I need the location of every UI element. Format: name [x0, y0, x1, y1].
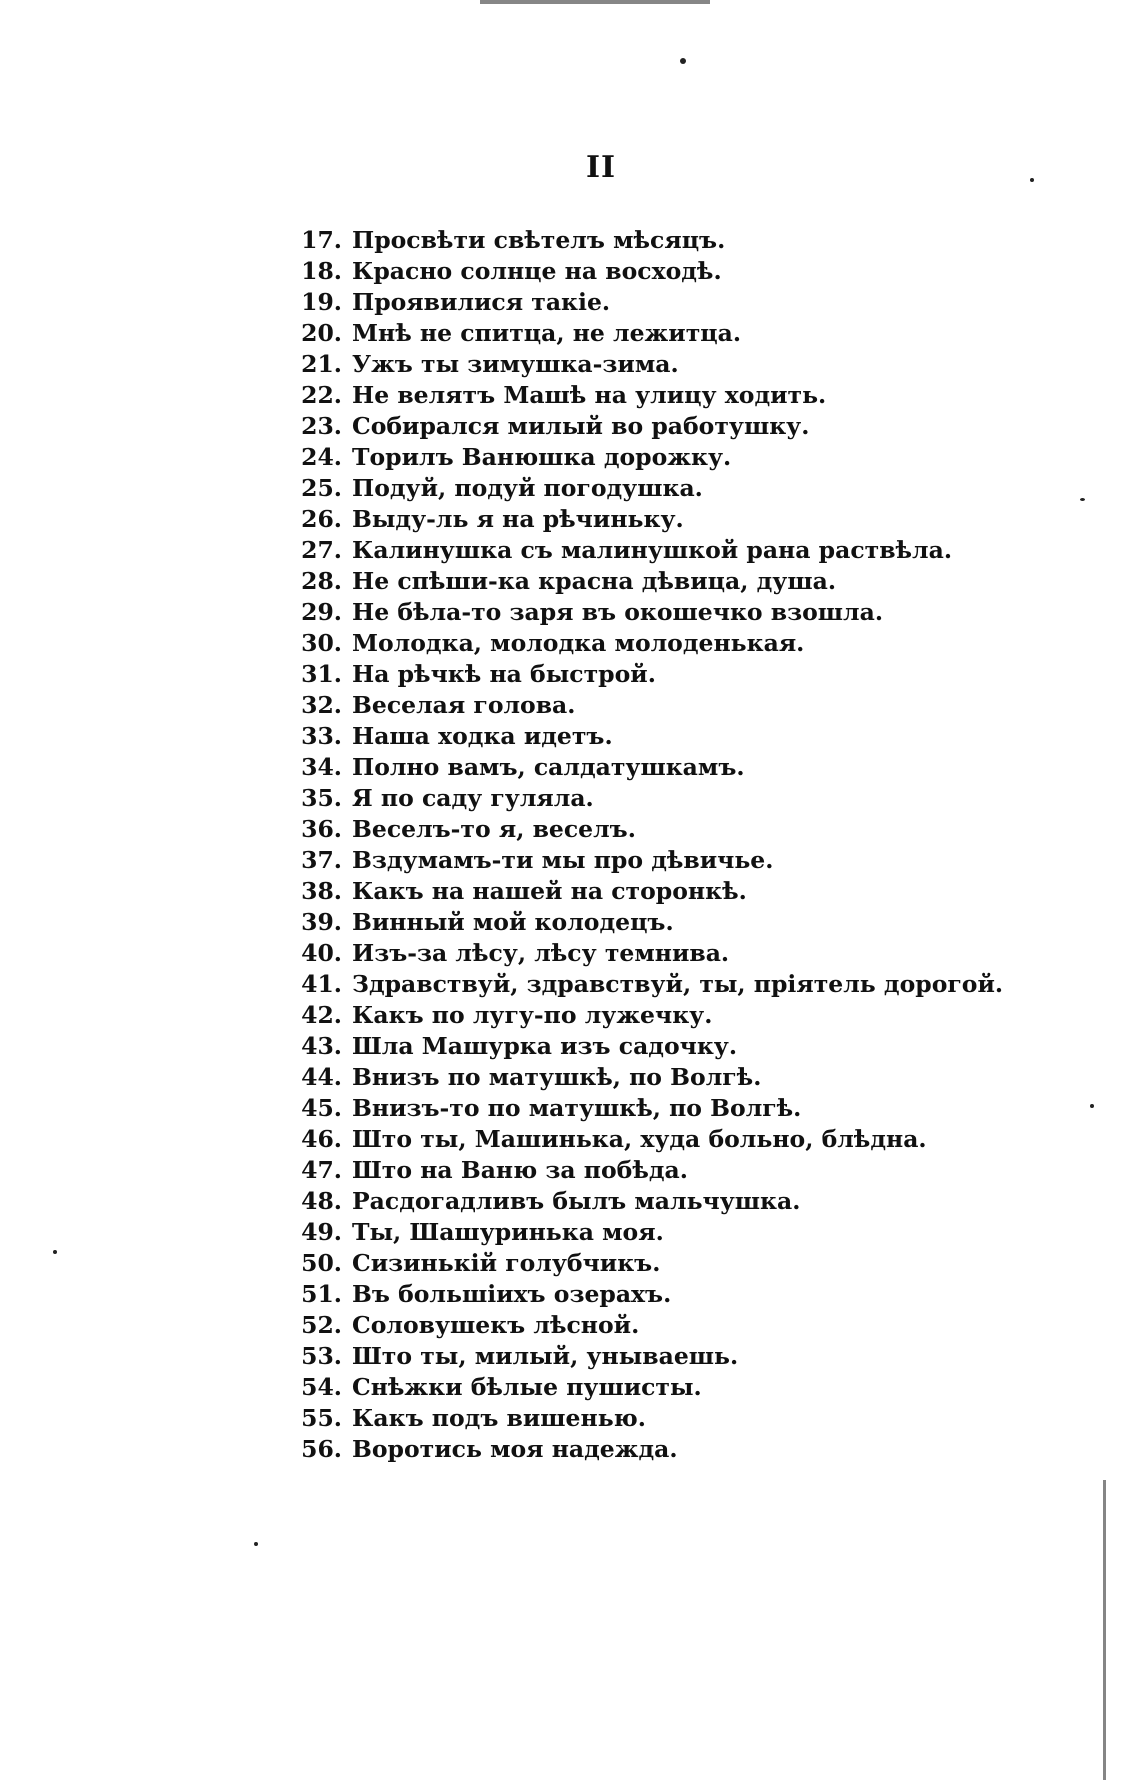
- entry-number: 43.: [301, 1032, 342, 1060]
- entry-title: Изъ-за лѣсу, лѣсу темнива.: [352, 939, 730, 967]
- entry-title: Я по саду гуляла.: [352, 784, 594, 812]
- entry-title: Внизъ по матушкѣ, по Волгѣ.: [352, 1063, 762, 1091]
- entry-number: 41.: [301, 970, 342, 998]
- entry-title: Не велятъ Машѣ на улицу ходить.: [352, 381, 827, 409]
- entry-title: Красно солнце на восходѣ.: [352, 257, 722, 285]
- entry-number: 32.: [301, 691, 342, 719]
- toc-entry: [280, 721, 1000, 752]
- toc-entry: [280, 535, 1000, 566]
- entry-title: Калинушка съ малинушкой рана раствѣла.: [352, 536, 953, 564]
- entry-title: Ты, Шашуринька моя.: [352, 1218, 664, 1246]
- entry-number: 54.: [301, 1373, 342, 1401]
- toc-entry: [280, 1372, 1000, 1403]
- toc-entry: [280, 845, 1000, 876]
- entry-number: 51.: [301, 1280, 342, 1308]
- toc-entry: [280, 1217, 1000, 1248]
- page-number: II: [586, 150, 617, 185]
- entry-number: 24.: [301, 443, 342, 471]
- entry-title: На рѣчкѣ на быстрой.: [352, 660, 656, 688]
- toc-entry: [280, 1248, 1000, 1279]
- toc-entry: [280, 1000, 1000, 1031]
- toc-entry: [280, 907, 1000, 938]
- entry-number: 35.: [301, 784, 342, 812]
- toc-entry: [280, 876, 1000, 907]
- toc-entry: [280, 628, 1000, 659]
- scan-speck: [680, 58, 686, 64]
- entry-number: 21.: [301, 350, 342, 378]
- scan-speck: [1030, 178, 1034, 182]
- entry-title: Снѣжки бѣлые пушисты.: [352, 1373, 702, 1401]
- toc-entry: [280, 318, 1000, 349]
- entry-number: 50.: [301, 1249, 342, 1277]
- entry-title: Што ты, Машинька, худа больно, блѣдна.: [352, 1125, 927, 1153]
- toc-entry: [280, 597, 1000, 628]
- entry-number: 17.: [301, 226, 342, 254]
- entry-title: Шла Машурка изъ садочку.: [352, 1032, 738, 1060]
- toc-entry: [280, 1403, 1000, 1434]
- entry-number: 25.: [301, 474, 342, 502]
- entry-title: Въ большіихъ озерахъ.: [352, 1280, 672, 1308]
- toc-entry: [280, 1186, 1000, 1217]
- toc-entry: [280, 1062, 1000, 1093]
- entry-number: 37.: [301, 846, 342, 874]
- entry-title: Выду-ль я на рѣчиньку.: [352, 505, 684, 533]
- top-edge-rule: [480, 0, 710, 4]
- scan-speck: [53, 1250, 57, 1254]
- entry-title: Какъ по лугу-по лужечку.: [352, 1001, 713, 1029]
- entry-number: 18.: [301, 257, 342, 285]
- entry-number: 22.: [301, 381, 342, 409]
- entry-title: Веселъ-то я, веселъ.: [352, 815, 636, 843]
- entry-number: 45.: [301, 1094, 342, 1122]
- toc-entry: [280, 380, 1000, 411]
- toc-entry: [280, 1093, 1000, 1124]
- toc-entry: [280, 1155, 1000, 1186]
- toc-entry: [280, 1434, 1000, 1465]
- entry-title: Расдогадливъ былъ мальчушка.: [352, 1187, 801, 1215]
- toc-entry: [280, 1124, 1000, 1155]
- entry-title: Воротись моя надежда.: [352, 1435, 678, 1463]
- entry-number: 19.: [301, 288, 342, 316]
- entry-number: 34.: [301, 753, 342, 781]
- toc-entry: [280, 690, 1000, 721]
- entry-number: 49.: [301, 1218, 342, 1246]
- entry-number: 47.: [301, 1156, 342, 1184]
- toc-entry: [280, 752, 1000, 783]
- entry-number: 56.: [301, 1435, 342, 1463]
- entry-title: Сизинькій голубчикъ.: [352, 1249, 661, 1277]
- entry-number: 23.: [301, 412, 342, 440]
- toc-entry: [280, 473, 1000, 504]
- entry-title: Ужъ ты зимушка-зима.: [352, 350, 679, 378]
- entry-number: 55.: [301, 1404, 342, 1432]
- entry-number: 44.: [301, 1063, 342, 1091]
- table-of-contents: [280, 225, 1004, 1465]
- entry-title: Што на Ваню за побѣда.: [352, 1156, 688, 1184]
- toc-entry: [280, 225, 1000, 256]
- entry-number: 30.: [301, 629, 342, 657]
- entry-number: 31.: [301, 660, 342, 688]
- toc-entry: [280, 1310, 1000, 1341]
- entry-number: 20.: [301, 319, 342, 347]
- entry-title: Винный мой колодецъ.: [352, 908, 674, 936]
- entry-title: Просвѣти свѣтелъ мѣсяцъ.: [352, 226, 726, 254]
- toc-entry: [280, 1341, 1000, 1372]
- entry-title: Полно вамъ, салдатушкамъ.: [352, 753, 745, 781]
- entry-title: Веселая голова.: [352, 691, 576, 719]
- toc-entry: [280, 566, 1000, 597]
- entry-title: Молодка, молодка молоденькая.: [352, 629, 805, 657]
- entry-number: 26.: [301, 505, 342, 533]
- entry-number: 48.: [301, 1187, 342, 1215]
- entry-number: 39.: [301, 908, 342, 936]
- toc-entry: [280, 969, 1004, 1000]
- entry-title: Не спѣши-ка красна дѣвица, душа.: [352, 567, 836, 595]
- entry-title: Што ты, милый, унываешь.: [352, 1342, 739, 1370]
- scan-speck: [1080, 498, 1085, 501]
- entry-number: 27.: [301, 536, 342, 564]
- toc-entry: [280, 442, 1000, 473]
- toc-entry: [280, 783, 1000, 814]
- entry-title: Мнѣ не спитца, не лежитца.: [352, 319, 742, 347]
- entry-number: 52.: [301, 1311, 342, 1339]
- scan-speck: [1090, 1104, 1094, 1108]
- entry-number: 38.: [301, 877, 342, 905]
- entry-number: 28.: [301, 567, 342, 595]
- entry-title: Не бѣла-то заря въ окошечко взошла.: [352, 598, 884, 626]
- toc-entry: [280, 256, 1000, 287]
- entry-title: Какъ подъ вишенью.: [352, 1404, 646, 1432]
- entry-title: Проявилися такіе.: [352, 288, 611, 316]
- entry-number: 46.: [301, 1125, 342, 1153]
- entry-title: Соловушекъ лѣсной.: [352, 1311, 640, 1339]
- toc-entry: [280, 659, 1000, 690]
- scan-right-edge: [1103, 1480, 1106, 1780]
- entry-number: 33.: [301, 722, 342, 750]
- toc-entry: [280, 411, 1000, 442]
- entry-number: 42.: [301, 1001, 342, 1029]
- entry-number: 53.: [301, 1342, 342, 1370]
- toc-entry: [280, 287, 1000, 318]
- entry-title: Внизъ-то по матушкѣ, по Волгѣ.: [352, 1094, 802, 1122]
- entry-number: 36.: [301, 815, 342, 843]
- entry-number: 29.: [301, 598, 342, 626]
- entry-title: Наша ходка идетъ.: [352, 722, 613, 750]
- toc-entry: [280, 349, 1000, 380]
- entry-title: Вздумамъ-ти мы про дѣвичье.: [352, 846, 774, 874]
- entry-number: 40.: [301, 939, 342, 967]
- toc-entry: [280, 1031, 1000, 1062]
- toc-entry: [280, 814, 1000, 845]
- entry-title: Какъ на нашей на сторонкѣ.: [352, 877, 747, 905]
- entry-title: Подуй, подуй погодушка.: [352, 474, 703, 502]
- entry-title: Здравствуй, здравствуй, ты, пріятель дорогой.: [352, 970, 1004, 998]
- scan-speck: [254, 1542, 258, 1546]
- toc-entry: [280, 1279, 1000, 1310]
- entry-title: Собирался милый во работушку.: [352, 412, 810, 440]
- toc-entry: [280, 504, 1000, 535]
- toc-entry: [280, 938, 1000, 969]
- entry-title: Торилъ Ванюшка дорожку.: [352, 443, 732, 471]
